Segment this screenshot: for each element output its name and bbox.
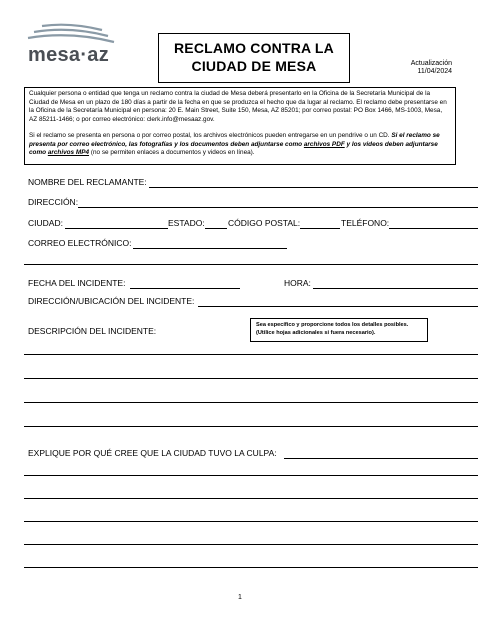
incident-location-label: DIRECCIÓN/UBICACIÓN DEL INCIDENTE:: [28, 296, 195, 306]
phone-line[interactable]: [389, 228, 478, 229]
time-line[interactable]: [313, 288, 478, 289]
claimant-name-line[interactable]: [149, 187, 478, 188]
city-line[interactable]: [65, 228, 168, 229]
description-line-4[interactable]: [24, 426, 478, 427]
description-line-3[interactable]: [24, 402, 478, 403]
fault-line-3[interactable]: [24, 521, 478, 522]
mp4-files-text: archivos MP4: [47, 149, 90, 156]
instructions-bold-a: Si el reclamo se presenta por correo electrónico, las fotografías y los documentos deben adjuntarse como: [29, 132, 440, 148]
address-label: DIRECCIÓN:: [28, 197, 79, 207]
incident-date-label: FECHA DEL INCIDENTE:: [28, 278, 126, 288]
state-line[interactable]: [205, 228, 227, 229]
section-divider: [24, 264, 478, 265]
state-label: ESTADO:: [168, 218, 205, 228]
form-title-line1: RECLAMO CONTRA LA: [174, 40, 334, 56]
claimant-name-label: NOMBRE DEL RECLAMANTE:: [28, 177, 147, 187]
instructions-paragraph-1: Cualquier persona o entidad que tenga un reclamo contra la ciudad de Mesa deberá presentarlo en la Oficina de la Secretaría Municipal de la Ciudad de Mesa en un plazo de 180 días a partir de la fecha en que se produzca el hecho que da lugar al reclamo. El reclamo debe presentarse en la Oficina de la Secretaría Municipal en persona: 20 E. Main Street, Suite 150, Mesa, AZ 85201; por correo postal: PO Box 1466, MS-1003, Mesa, AZ 85211-1466; o por correo electrónico: clerk.info@mesaaz.gov.: [29, 90, 447, 123]
email-line[interactable]: [133, 248, 287, 249]
zip-label: CÓDIGO POSTAL:: [228, 218, 301, 228]
fault-line-2[interactable]: [24, 498, 478, 499]
phone-label: TELÉFONO:: [341, 218, 390, 228]
update-date: 11/04/2024: [417, 68, 452, 75]
fault-line-1[interactable]: [24, 475, 478, 476]
fault-explanation-label: EXPLIQUE POR QUÉ CREE QUE LA CIUDAD TUVO LA CULPA:: [28, 448, 277, 458]
pdf-files-text: archivos PDF: [303, 140, 345, 148]
incident-date-line[interactable]: [130, 288, 240, 289]
details-note-box: Sea específico y proporcione todos los detalles posibles. (Utilice hojas adicionales si fuera necesario).: [250, 318, 428, 342]
page-number: 1: [238, 594, 242, 601]
email-label: CORREO ELECTRÓNICO:: [28, 238, 132, 248]
fault-line-5[interactable]: [24, 567, 478, 568]
form-title-line2: CIUDAD DE MESA: [191, 58, 317, 74]
form-title-box: [158, 33, 350, 83]
logo-stripes-icon: [20, 22, 140, 46]
incident-location-line[interactable]: [198, 306, 478, 307]
instructions-paragraph-2: [29, 132, 451, 158]
description-line-1[interactable]: [24, 354, 478, 355]
zip-line[interactable]: [300, 228, 340, 229]
fault-explanation-line[interactable]: [284, 458, 478, 459]
instructions-tail: (no se permiten enlaces a documentos y videos en línea).: [90, 149, 255, 156]
city-label: CIUDAD:: [28, 218, 63, 228]
time-label: HORA:: [284, 278, 311, 288]
instructions-bold-b: y los videos deben adjuntarse como: [29, 140, 438, 156]
incident-description-label: DESCRIPCIÓN DEL INCIDENTE:: [28, 326, 157, 336]
fault-line-4[interactable]: [24, 544, 478, 545]
update-label: Actualización: [410, 60, 452, 67]
address-line[interactable]: [78, 207, 478, 208]
instructions-plain: Si el reclamo se presenta en persona o por correo postal, los archivos electrónicos pueden entregarse en un pendrive o un CD.: [29, 132, 390, 139]
logo-wordmark: mesa·az: [28, 44, 110, 66]
description-line-2[interactable]: [24, 378, 478, 379]
instructions-box: [24, 87, 456, 165]
